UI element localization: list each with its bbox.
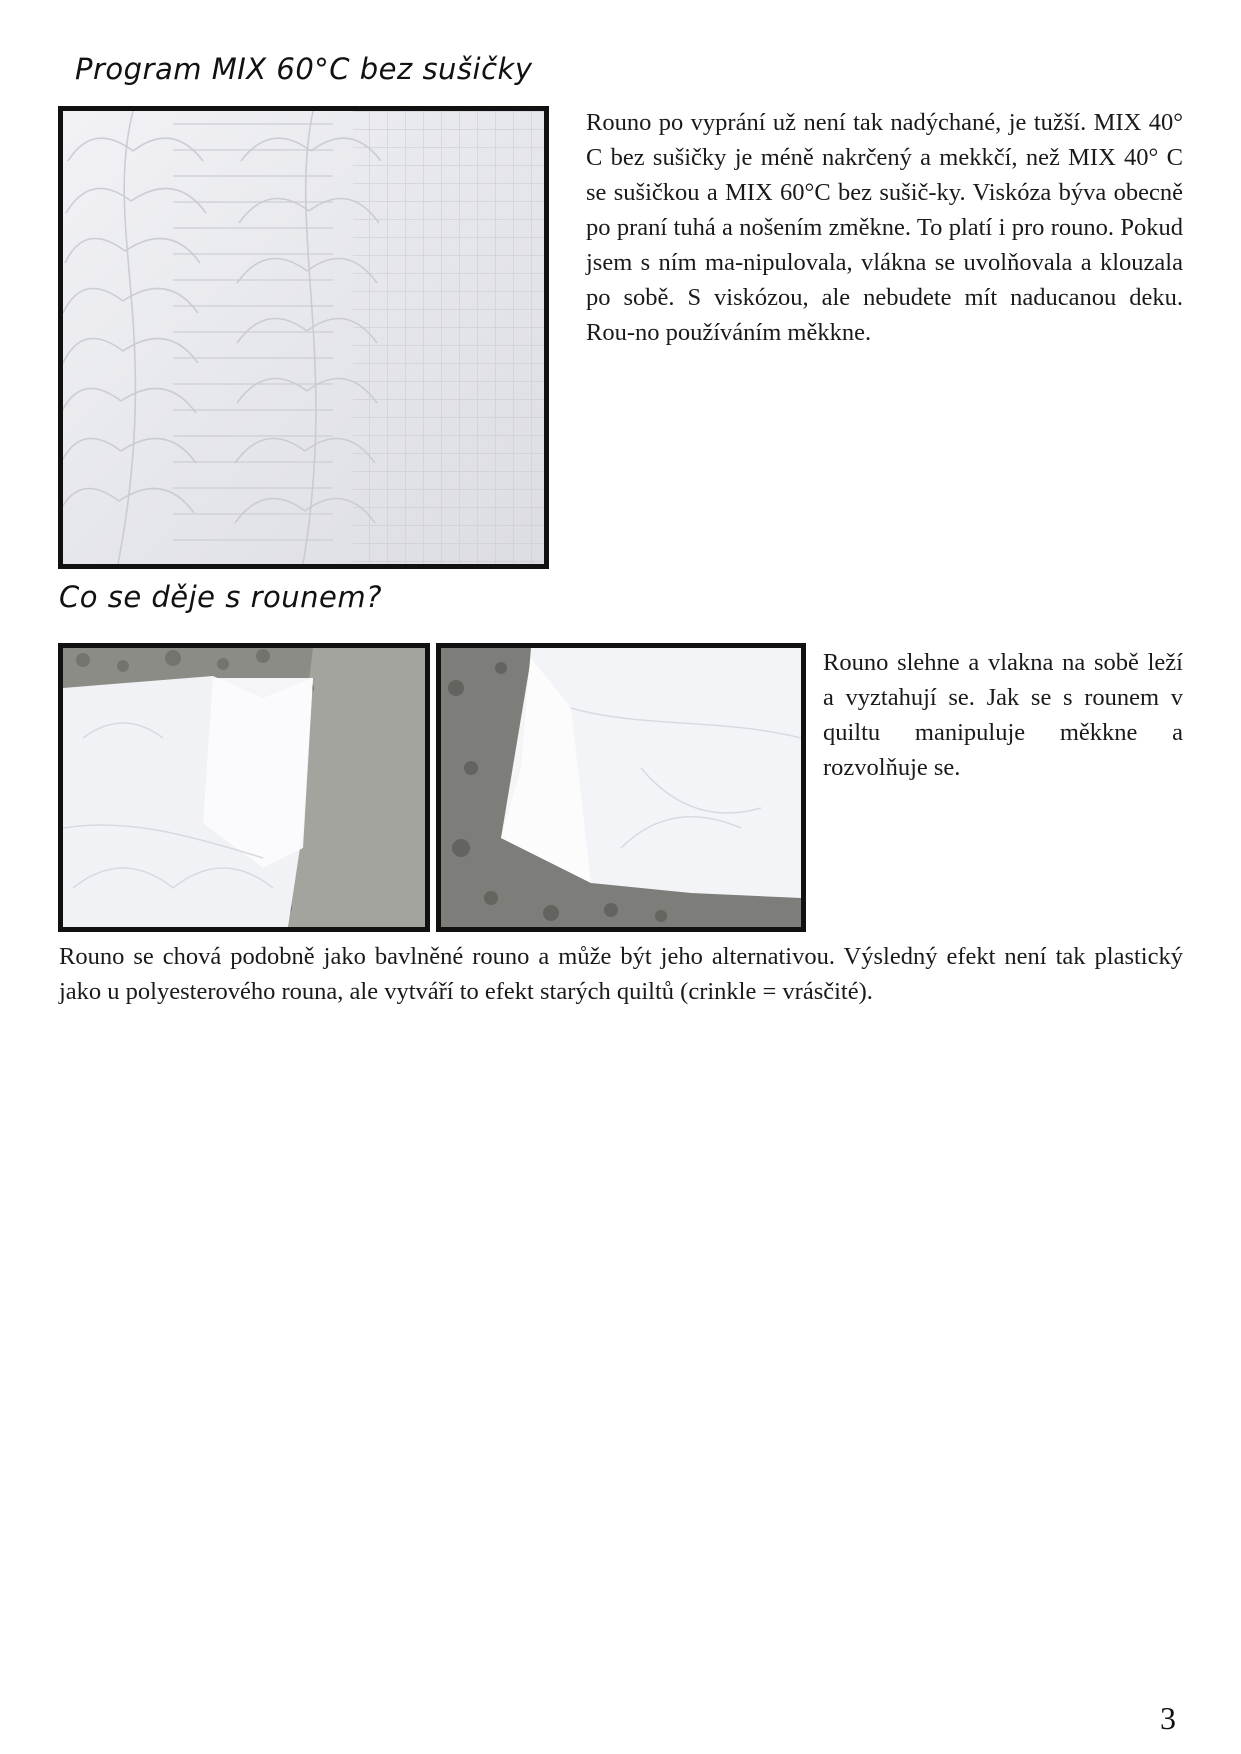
paragraph-conclusion: Rouno se chová podobně jako bavlněné rouno a může být jeho alternativou. Výsledný efekt není tak plastický jako u polyesterového rouna, ale vytváří to efekt starých quiltů (crinkle = vrásčité). <box>59 943 1183 1005</box>
quilt-texture-image <box>63 111 544 564</box>
batting-closeup-image-2 <box>441 648 801 927</box>
batting-closeup-image-1 <box>63 648 425 927</box>
quilt-photo-washed <box>58 106 549 569</box>
paragraph-washed-batting: Rouno po vyprání už není tak nadýchané, je tužší. MIX 40° C bez sušičky je méně nakrčený a mekkčí, než MIX 40° C se sušičkou a MIX 60°C bez sušič-ky. Viskóza býva obecně po praní tuhá a nošením změkne. To platí i pro rouno. Pokud jsem s ním ma-nipulovala, vlákna se uvolňovala a klouzala po sobě. S viskózou, ale nebudete mít naducanou deku. Rou-no používáním měkkne. <box>586 109 1183 346</box>
batting-photo-right <box>436 643 806 932</box>
batting-photo-left <box>58 643 430 932</box>
paragraph-batting-behavior: Rouno slehne a vlakna na sobě leží a vyztahují se. Jak se s rounem v quiltu manipuluje měkkne a rozvolňuje se. <box>823 649 1183 781</box>
section-heading-program: Program MIX 60°C bez sušičky <box>75 52 533 86</box>
page-number: 3 <box>1160 1700 1176 1736</box>
section-heading-what-happens: Co se děje s rounem? <box>59 580 382 614</box>
